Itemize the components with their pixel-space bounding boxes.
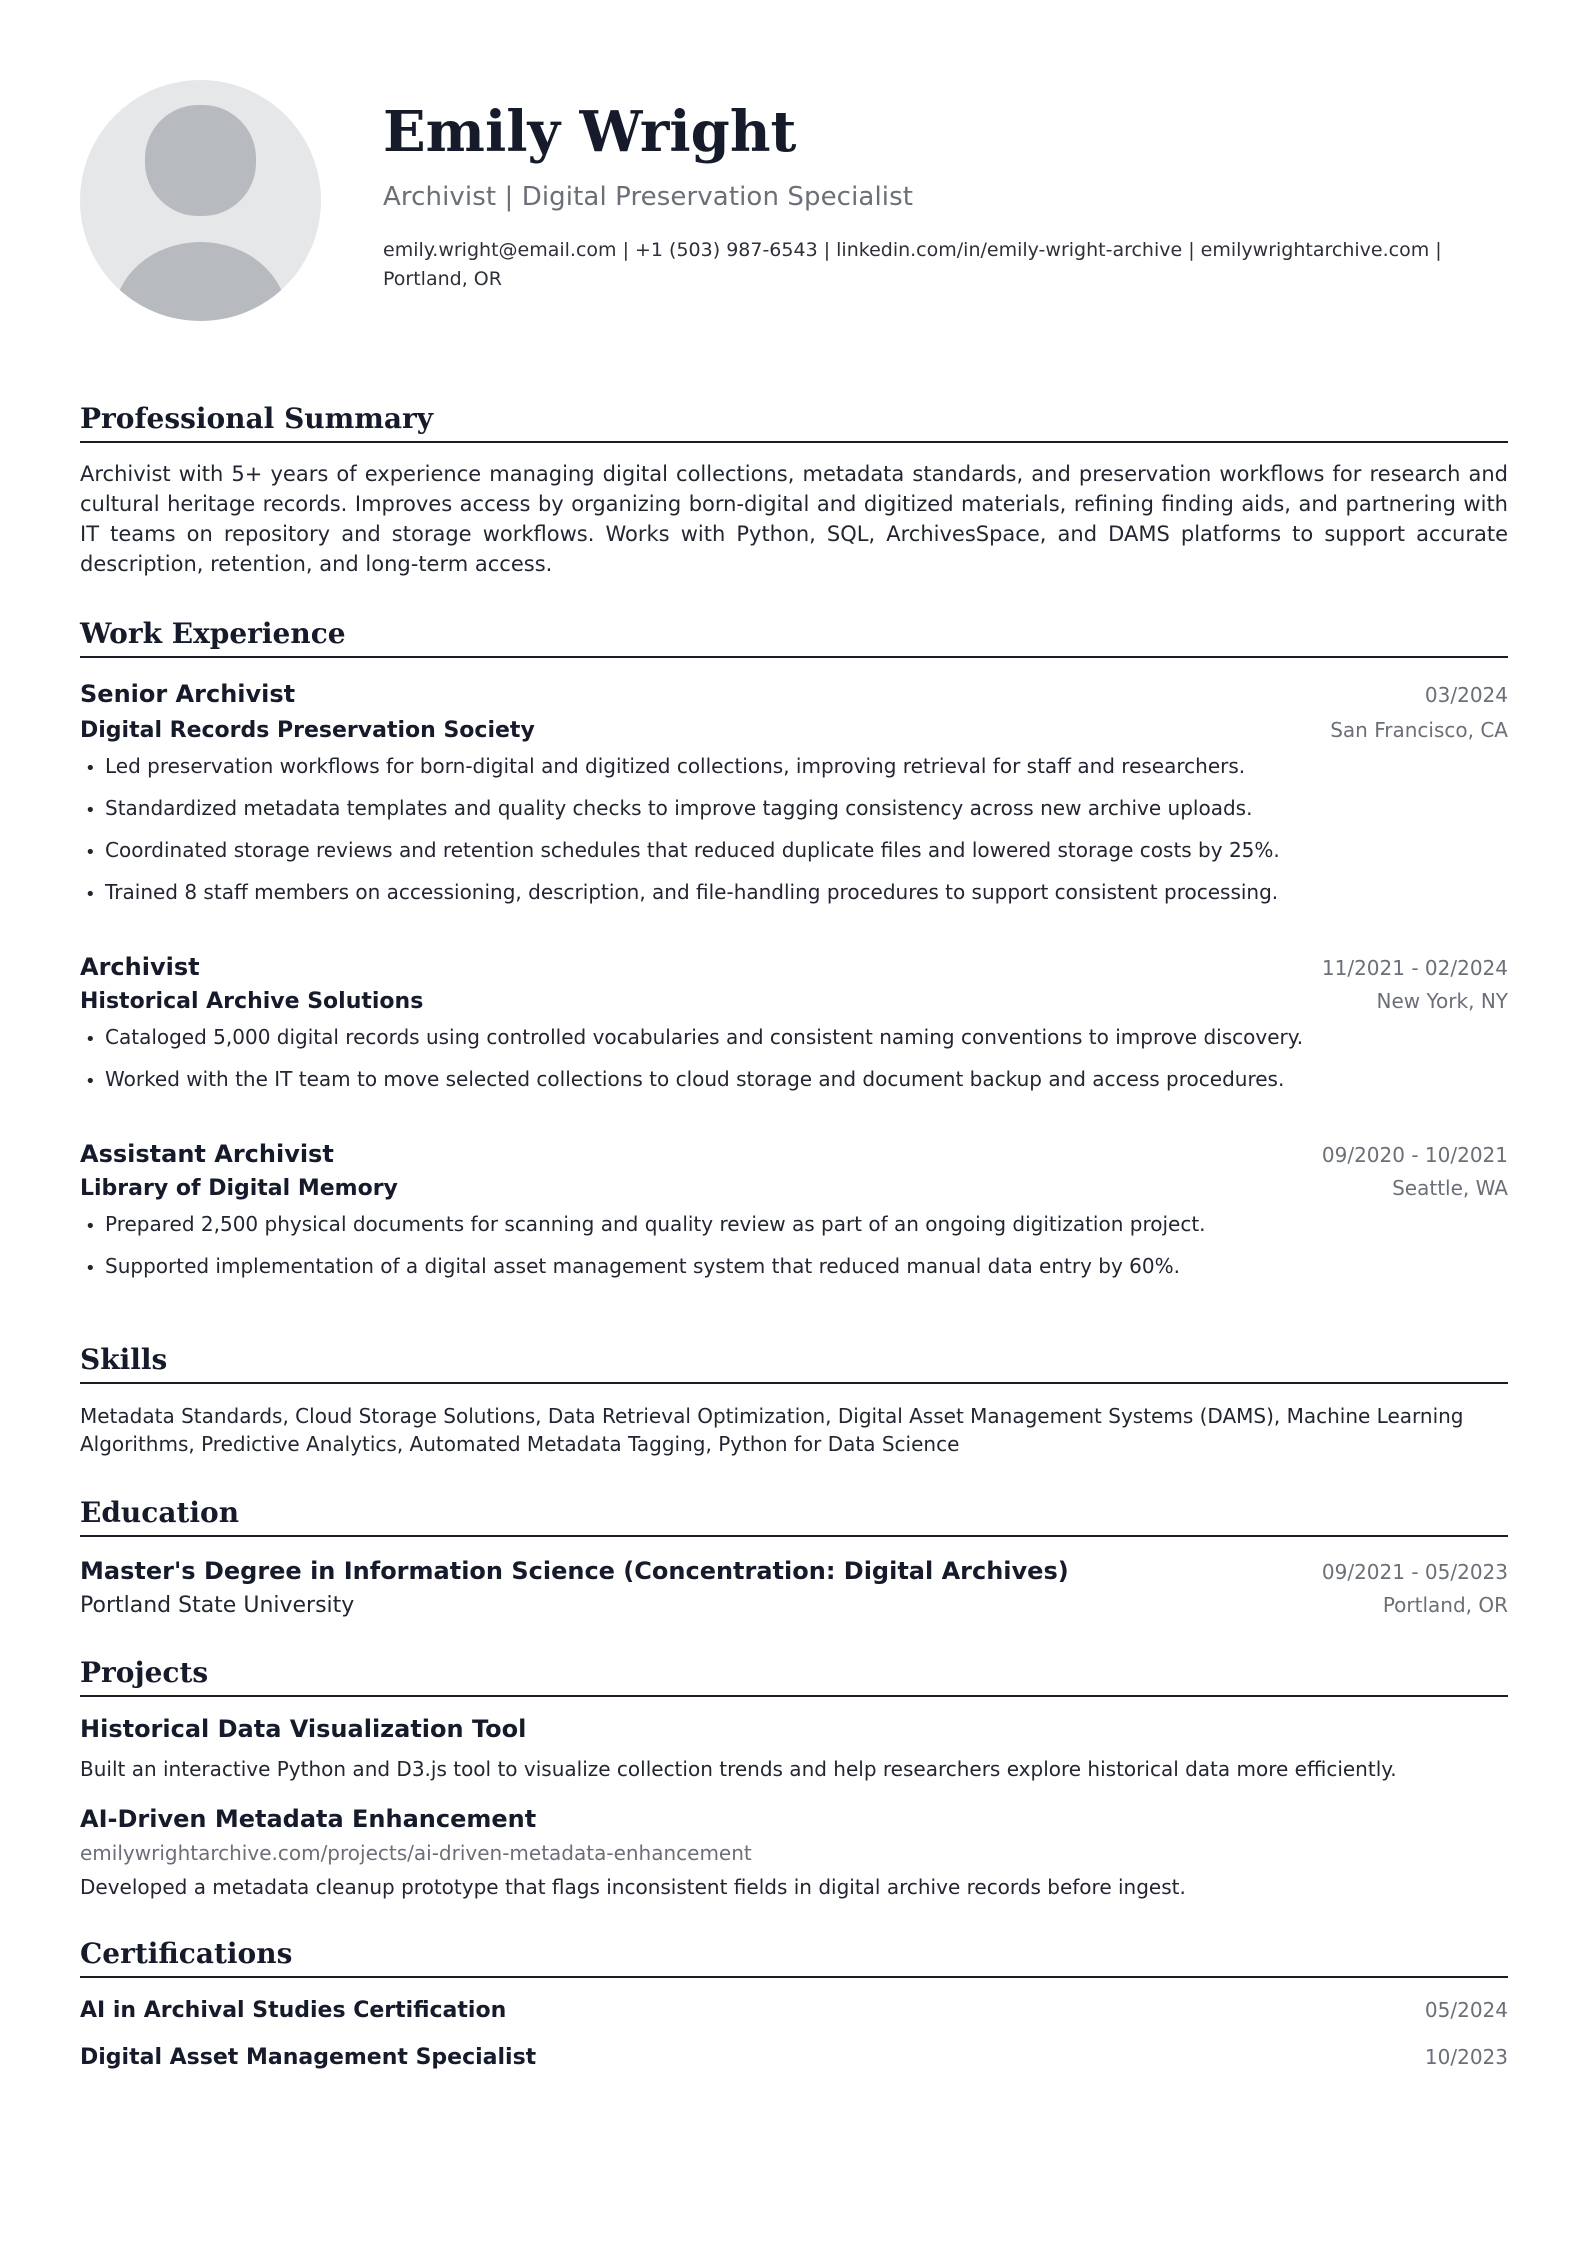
job-title: Assistant Archivist [80, 1140, 334, 1168]
school-name: Portland State University [80, 1593, 355, 1618]
job-bullet: • Supported implementation of a digital asset management system that reduced manual data entry by 60%. [80, 1245, 1508, 1287]
certifications-section [80, 1937, 1508, 2070]
contact-line: emily.wright@email.com | +1 (503) 987-6543 | linkedin.com/in/emily-wright-archive | emilywrightarchive.com | Portland, OR [383, 239, 1442, 290]
job-title: Archivist [80, 953, 200, 981]
job-bullet: • Trained 8 staff members on accessioning, description, and file-handling procedures to support consistent processing. [80, 871, 1508, 913]
job-entry [80, 1140, 1508, 1287]
projects-section [80, 1656, 1508, 1899]
education-section [80, 1496, 1508, 1618]
avatar-placeholder-icon [80, 80, 321, 321]
certification-date: 10/2023 [1424, 2045, 1508, 2069]
certification-date: 05/2024 [1424, 1998, 1508, 2022]
job-date: 11/2021 - 02/2024 [1321, 956, 1508, 980]
job-location: New York, NY [1376, 989, 1508, 1013]
skills-text: Metadata Standards, Cloud Storage Solutions, Data Retrieval Optimization, Digital Asset Management Systems (DAMS), Machine Learning Algorithms, Predictive Analytics, Automated Metadata Tagging, Python for Data Science [80, 1404, 1464, 1456]
certification-name: Digital Asset Management Specialist [80, 2045, 537, 2070]
section-title-skills: Skills [80, 1343, 1508, 1384]
job-entry [80, 680, 1508, 913]
job-bullet: • Worked with the IT team to move selected collections to cloud storage and document backup and access procedures. [80, 1058, 1508, 1100]
job-location: San Francisco, CA [1330, 718, 1508, 742]
project-title: Historical Data Visualization Tool [80, 1715, 527, 1743]
candidate-name: Emily Wright [383, 99, 797, 165]
section-title-certifications: Certifications [80, 1937, 1508, 1978]
job-bullets [80, 745, 1508, 913]
skills-section [80, 1343, 1508, 1458]
job-date: 09/2020 - 10/2021 [1321, 1143, 1508, 1167]
job-title: Senior Archivist [80, 680, 296, 708]
section-title-experience: Work Experience [80, 617, 1508, 658]
section-title-summary: Professional Summary [80, 402, 1508, 443]
education-date: 09/2021 - 05/2023 [1321, 1560, 1508, 1584]
job-entry [80, 953, 1508, 1100]
job-bullet: • Prepared 2,500 physical documents for scanning and quality review as part of an ongoing digitization project. [80, 1203, 1508, 1245]
job-organization: Historical Archive Solutions [80, 989, 424, 1014]
job-bullet: • Coordinated storage reviews and retention schedules that reduced duplicate files and lowered storage costs by 25%. [80, 829, 1508, 871]
avatar-head-shape [145, 105, 256, 216]
summary-text: Archivist with 5+ years of experience managing digital collections, metadata standards, and preservation workflows for research and cultural heritage records. Improves access by organizing born-digital and digitized materials, refining finding aids, and partnering with IT teams on repository and storage workflows. Works with Python, SQL, ArchivesSpace, and DAMS platforms to support accurate description, retention, and long-term access. [80, 462, 1508, 576]
certification-name: AI in Archival Studies Certification [80, 1998, 507, 2023]
job-organization: Library of Digital Memory [80, 1176, 398, 1201]
section-title-projects: Projects [80, 1656, 1508, 1697]
job-organization: Digital Records Preservation Society [80, 718, 535, 743]
degree-title: Master's Degree in Information Science (Concentration: Digital Archives) [80, 1557, 1069, 1585]
job-date: 03/2024 [1424, 683, 1508, 707]
experience-section [80, 617, 1508, 1287]
project-link[interactable]: emilywrightarchive.com/projects/ai-driven-metadata-enhancement [80, 1841, 752, 1865]
candidate-headline: Archivist | Digital Preservation Specialist [383, 182, 914, 213]
job-bullets [80, 1203, 1508, 1287]
avatar-body-shape [114, 242, 287, 321]
job-bullet: • Led preservation workflows for born-digital and digitized collections, improving retrieval for staff and researchers. [80, 745, 1508, 787]
section-title-education: Education [80, 1496, 1508, 1537]
header-text [383, 100, 1508, 293]
job-bullet: • Standardized metadata templates and quality checks to improve tagging consistency across new archive uploads. [80, 787, 1508, 829]
project-description: Developed a metadata cleanup prototype that flags inconsistent fields in digital archive records before ingest. [80, 1875, 1186, 1899]
resume-header [80, 0, 1508, 360]
job-location: Seattle, WA [1392, 1176, 1508, 1200]
project-description: Built an interactive Python and D3.js tool to visualize collection trends and help researchers explore historical data more efficiently. [80, 1757, 1397, 1781]
summary-section [80, 402, 1508, 579]
education-location: Portland, OR [1382, 1593, 1508, 1617]
project-title: AI-Driven Metadata Enhancement [80, 1805, 537, 1833]
job-bullets [80, 1016, 1508, 1100]
job-bullet: • Cataloged 5,000 digital records using controlled vocabularies and consistent naming conventions to improve discovery. [80, 1016, 1508, 1058]
